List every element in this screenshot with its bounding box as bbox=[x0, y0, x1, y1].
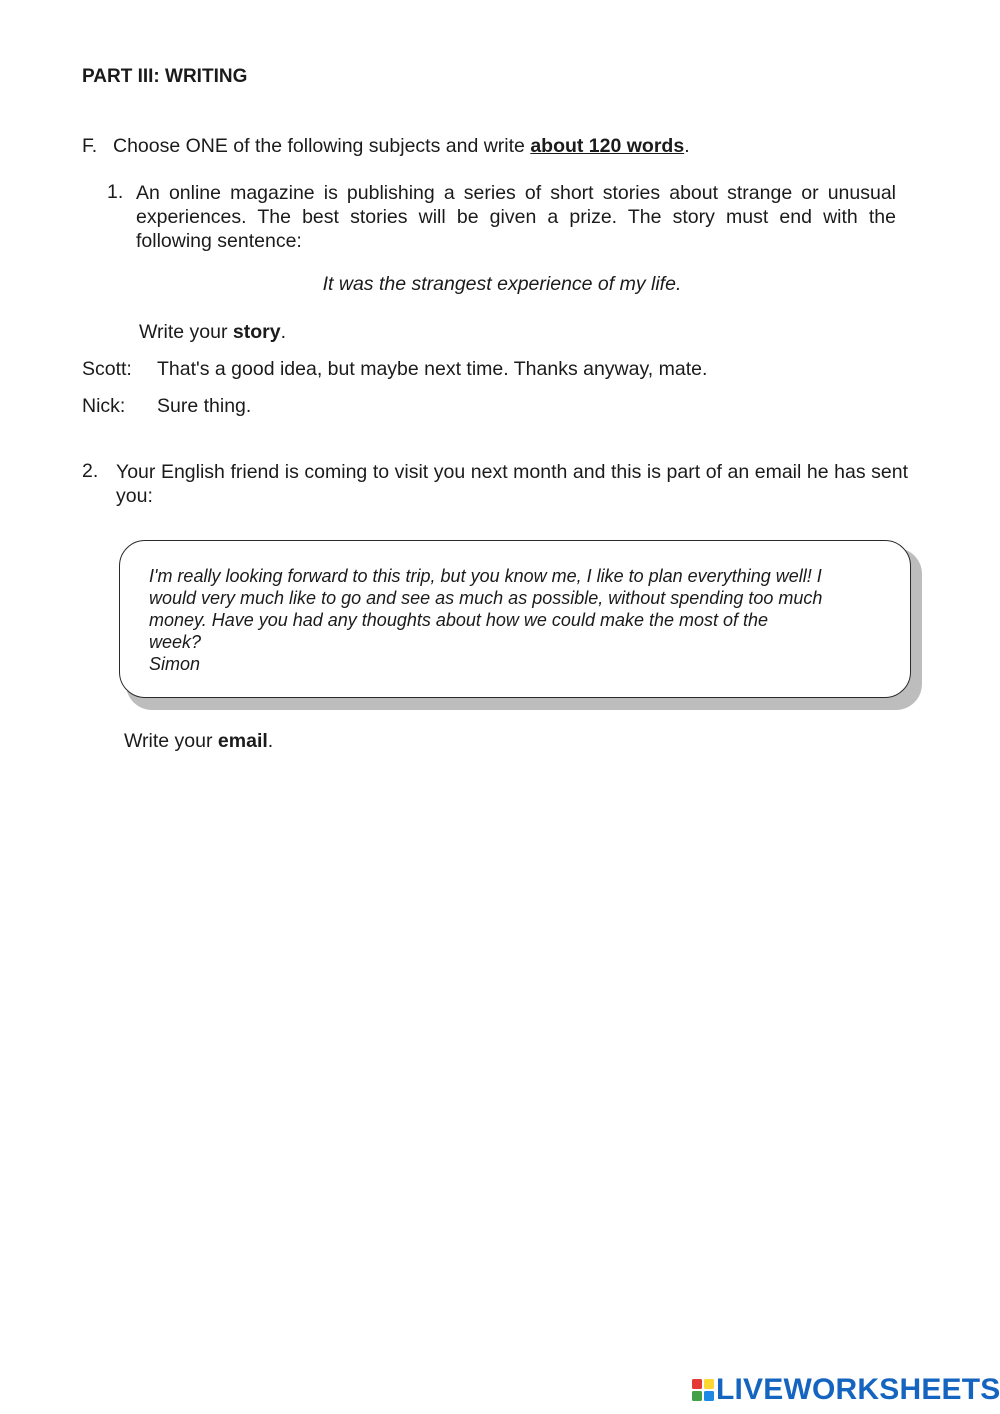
required-ending-sentence: It was the strangest experience of my life. bbox=[322, 273, 682, 295]
email-line: money. Have you had any thoughts about how we could make the most of the bbox=[149, 610, 769, 630]
write-instruction bbox=[139, 321, 286, 344]
dialogue-line: Sure thing. bbox=[157, 395, 252, 417]
speaker-name: Nick: bbox=[82, 395, 126, 417]
liveworksheets-logo-icon bbox=[692, 1379, 714, 1401]
write-end: . bbox=[267, 730, 274, 752]
email-line: would very much like to go and see as much as possible, without spending too much bbox=[149, 588, 823, 608]
email-line: week? bbox=[149, 632, 202, 652]
task-letter: F. bbox=[82, 135, 98, 157]
write-end: . bbox=[280, 321, 287, 343]
instruction-text: Choose ONE of the following subjects and write bbox=[113, 135, 531, 157]
write-genre: email bbox=[217, 730, 268, 752]
item-number: 2. bbox=[82, 460, 99, 482]
write-text: Write your bbox=[124, 730, 218, 752]
word-count-requirement: about 120 words bbox=[530, 135, 685, 157]
speaker-name: Scott: bbox=[82, 358, 132, 380]
item-number: 1. bbox=[107, 181, 124, 203]
write-instruction bbox=[124, 730, 273, 753]
email-line: I'm really looking forward to this trip, but you know me, I like to plan everything well! I bbox=[149, 566, 822, 586]
write-genre: story bbox=[232, 321, 281, 343]
email-excerpt-text bbox=[149, 565, 884, 675]
logo-text: LIVEWORKSHEETS bbox=[716, 1373, 1000, 1406]
item-text: An online magazine is publishing a series of short stories about strange or unusual experiences. The best stories will be given a prize. The story must end with the following sentence: bbox=[136, 182, 896, 252]
task-instruction bbox=[82, 135, 690, 158]
dialogue-line: That's a good idea, but maybe next time. Thanks anyway, mate. bbox=[157, 358, 708, 380]
section-title: PART III: WRITING bbox=[82, 66, 248, 87]
write-text: Write your bbox=[139, 321, 233, 343]
email-signature: Simon bbox=[149, 654, 201, 674]
instruction-end: . bbox=[684, 135, 690, 157]
item-text: Your English friend is coming to visit you next month and this is part of an email he has sent you: bbox=[116, 461, 908, 507]
